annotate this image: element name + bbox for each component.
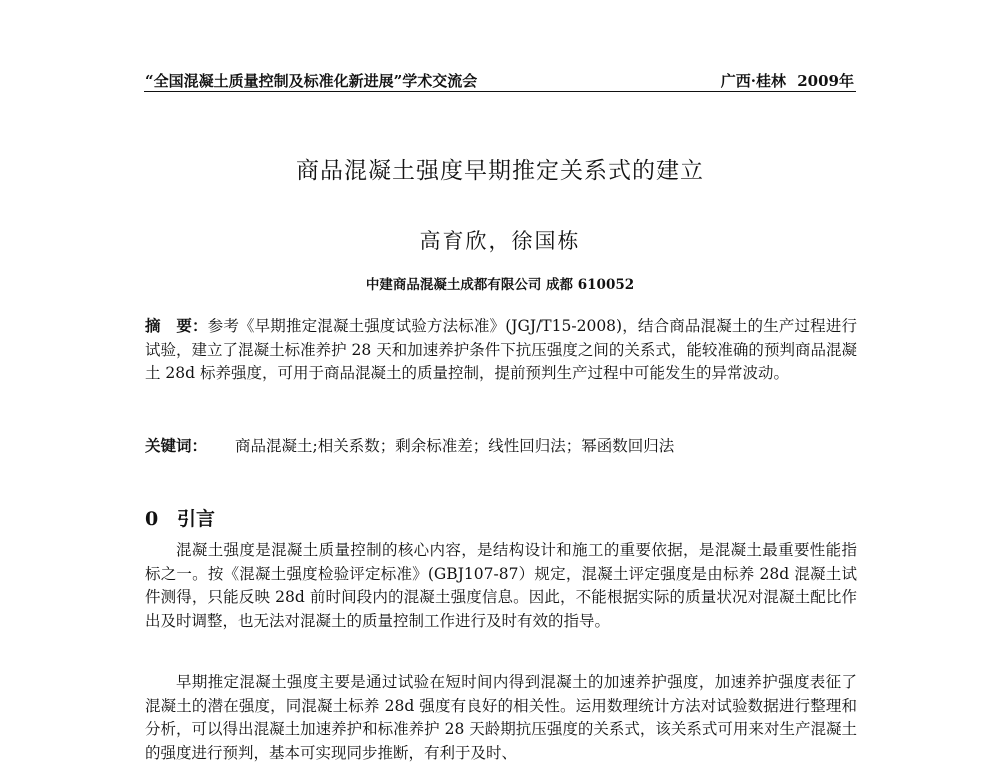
running-header-conference: “全国混凝土质量控制及标准化新进展”学术交流会 [145,72,478,90]
abstract-label: 摘 要： [145,316,208,335]
body-paragraph: 早期推定混凝土强度主要是通过试验在短时间内得到混凝土的加速养护强度，加速养护强度表征了混凝土的潜在强度，同混凝土标养 28d 强度有良好的相关性。运用数理统计方法对试验数据进行整理和分析，可以得出混凝土加速养护和标准养护 28 天龄期抗压强度的关系式，该关系式可用来对生产混凝土的强度进行预判，基本可实现同步推断，有利于及时、 [145,673,857,762]
abstract-text: 参考《早期推定混凝土强度试验方法标准》(JGJ/T15-2008)，结合商品混凝土的生产过程进行试验，建立了混凝土标准养护 28 天和加速养护条件下抗压强度之间的关系式，能较准确的预判商品混凝土 28d 标养强度，可用于商品混凝土的质量控制，提前预判生产过程中可能发生的异常波动。 [145,317,857,382]
section-number: 0 [145,508,159,530]
running-header-location-year: 广西·桂林 2009年 [720,72,854,90]
header-divider [144,91,856,92]
keywords-label: 关键词： [145,436,208,455]
abstract [145,314,857,386]
keywords [145,434,857,458]
paper-authors: 高育欣，徐国栋 [419,229,581,253]
body-paragraph: 混凝土强度是混凝土质量控制的核心内容，是结构设计和施工的重要依据，是混凝土最重要性能指标之一。按《混凝土强度检验评定标准》(GBJ107-87）规定，混凝土评定强度是由标养 28d 混凝土试件测得，只能反映 28d 前时间段内的混凝土强度信息。因此，不能根据实际的质量状况对混凝土配比作出及时调整，也无法对混凝土的质量控制工作进行及时有效的指导。 [145,541,857,630]
keywords-text: 商品混凝土;相关系数；剩余标准差；线性回归法；幂函数回归法 [235,437,675,455]
section-title: 引言 [177,508,216,530]
section-heading-introduction [145,504,215,531]
paper-affiliation: 中建商品混凝土成都有限公司 成都 610052 [365,277,635,293]
paper-title: 商品混凝土强度早期推定关系式的建立 [296,158,704,184]
